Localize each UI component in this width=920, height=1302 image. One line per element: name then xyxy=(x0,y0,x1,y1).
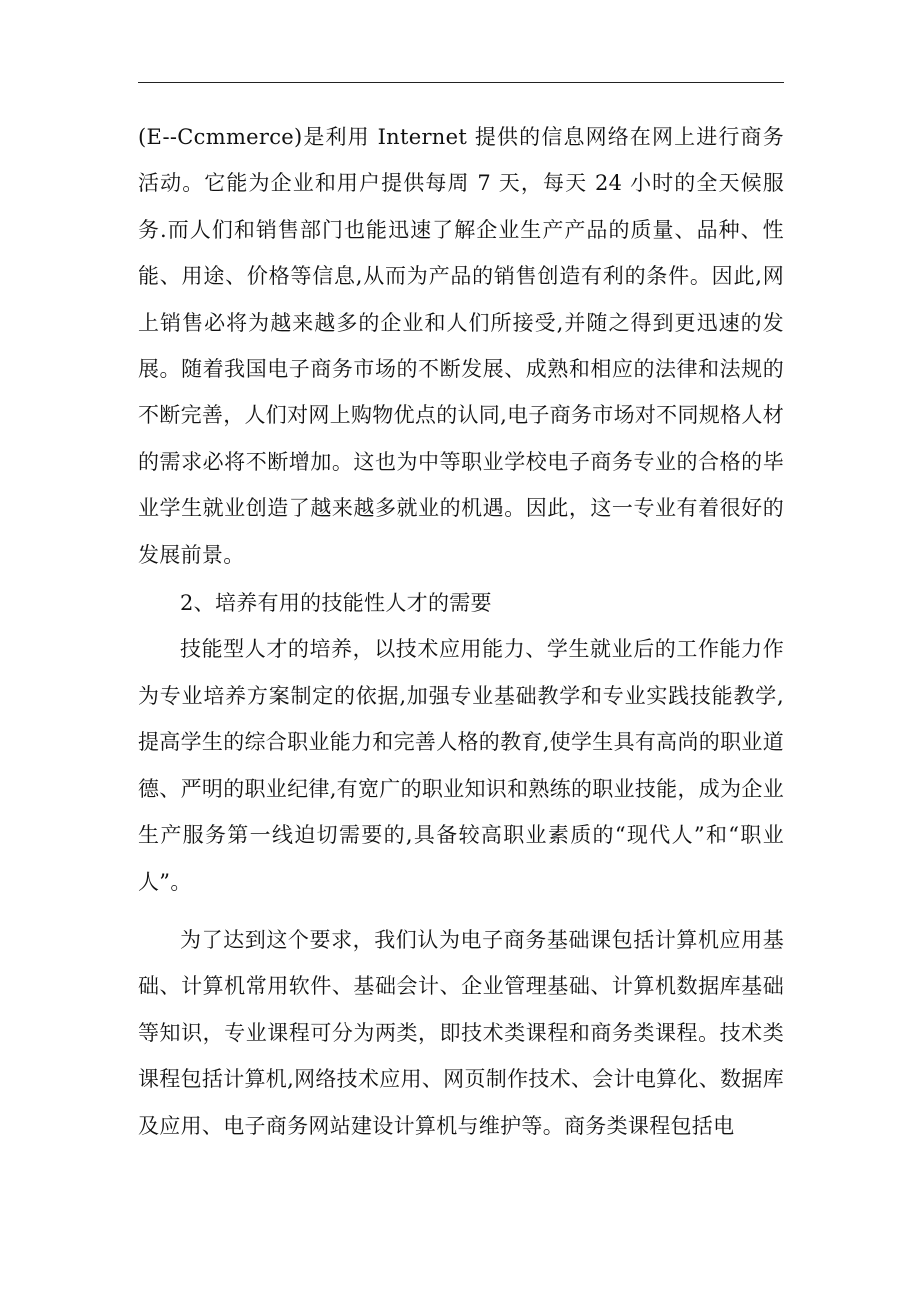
section-heading-skills-talent: 2、培养有用的技能性人才的需要 xyxy=(180,591,492,616)
paragraph-ecommerce-prospects: (E--Ccmmerce)是利用 Internet 提供的信息网络在网上进行商务活动。它能为企业和用户提供每周 7 天，每天 24 小时的全天候服务.而人们和销售部门也能迅速了解企业生产产品的质量、品种、性能、用途、价格等信息,从而为产品的销售创造有利的条件。因此,网上销售必将为越来越多的企业和人们所接受,并随之得到更迅速的发展。随着我国电子商务市场的不断发展、成熟和相应的法律和法规的不断完善，人们对网上购物优点的认同,电子商务市场对不同规格人材的需求必将不断增加。这也为中等职业学校电子商务专业的合格的毕业学生就业创造了越来越多就业的机遇。因此，这一专业有着很好的发展前景。 xyxy=(138,125,784,567)
header-rule xyxy=(138,82,784,83)
paragraph-curriculum: 为了达到这个要求，我们认为电子商务基础课包括计算机应用基础、计算机常用软件、基础会计、企业管理基础、计算机数据库基础等知识，专业课程可分为两类，即技术类课程和商务类课程。技术类课程包括计算机,网络技术应用、网页制作技术、会计电算化、数据库及应用、电子商务网站建设计算机与维护等。商务类课程包括电 xyxy=(138,927,784,1138)
document-body xyxy=(138,114,784,1149)
paragraph-skills-training: 技能型人才的培养，以技术应用能力、学生就业后的工作能力作为专业培养方案制定的依据,加强专业基础教学和专业实践技能教学,提高学生的综合职业能力和完善人格的教育,使学生具有高尚的职业道德、严明的职业纪律,有宽广的职业知识和熟练的职业技能，成为企业生产服务第一线迫切需要的,具备较高职业素质的“现代人”和“职业人”。 xyxy=(138,637,784,894)
